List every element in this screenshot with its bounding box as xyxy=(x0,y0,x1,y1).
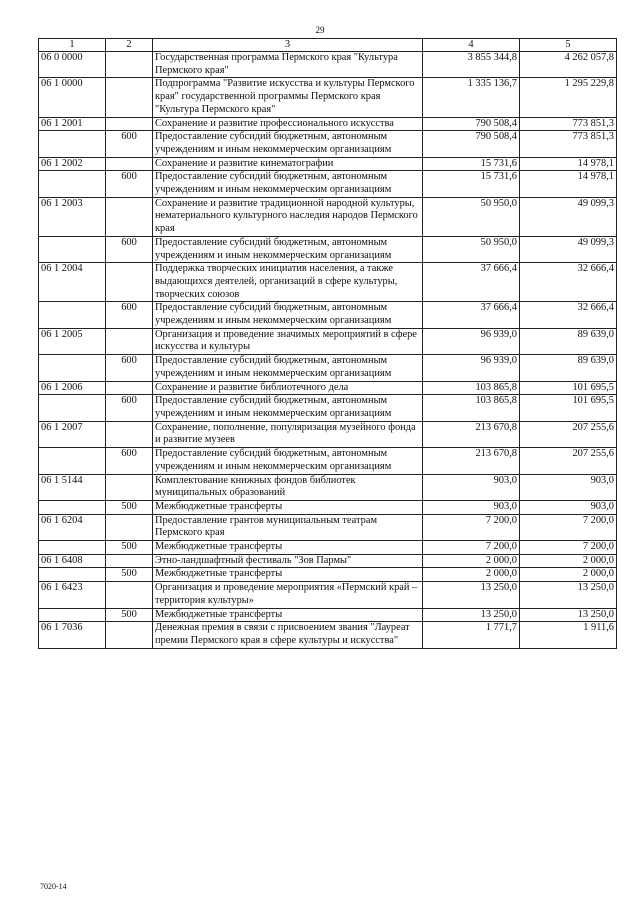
table-row xyxy=(39,157,617,171)
table-row xyxy=(39,395,617,421)
table-row xyxy=(39,52,617,78)
expense-type-cell xyxy=(106,582,153,608)
amount-col4-cell: 1 771,7 xyxy=(423,622,520,648)
code-cell: 06 1 2004 xyxy=(39,263,106,302)
expense-type-cell xyxy=(106,421,153,447)
code-cell: 06 1 0000 xyxy=(39,78,106,117)
expense-type-cell xyxy=(106,381,153,395)
amount-col5-cell: 773 851,3 xyxy=(520,131,617,157)
amount-col5-cell: 4 262 057,8 xyxy=(520,52,617,78)
amount-col5-cell: 207 255,6 xyxy=(520,421,617,447)
description-cell: Денежная премия в связи с присвоением звания "Лауреат премии Пермского края в сфере культуры и искусства" xyxy=(153,622,423,648)
amount-col4-cell: 15 731,6 xyxy=(423,171,520,197)
table-row xyxy=(39,514,617,540)
description-cell: Сохранение и развитие библиотечного дела xyxy=(153,381,423,395)
description-cell: Межбюджетные трансферты xyxy=(153,568,423,582)
description-cell: Организация и проведение значимых мероприятий в сфере искусства и культуры xyxy=(153,328,423,354)
amount-col5-cell: 1 295 229,8 xyxy=(520,78,617,117)
header-col-5: 5 xyxy=(520,39,617,52)
description-cell: Предоставление субсидий бюджетным, автономным учреждениям и иным некоммерческим организациям xyxy=(153,171,423,197)
table-row xyxy=(39,117,617,131)
table-row xyxy=(39,622,617,648)
code-cell xyxy=(39,568,106,582)
amount-col5-cell: 13 250,0 xyxy=(520,582,617,608)
table-row xyxy=(39,381,617,395)
amount-col4-cell: 213 670,8 xyxy=(423,421,520,447)
amount-col4-cell: 7 200,0 xyxy=(423,514,520,540)
description-cell: Предоставление субсидий бюджетным, автономным учреждениям и иным некоммерческим организациям xyxy=(153,131,423,157)
description-cell: Предоставление субсидий бюджетным, автономным учреждениям и иным некоммерческим организациям xyxy=(153,355,423,381)
amount-col5-cell: 1 911,6 xyxy=(520,622,617,648)
amount-col4-cell: 13 250,0 xyxy=(423,582,520,608)
amount-col5-cell: 903,0 xyxy=(520,474,617,500)
expense-type-cell: 600 xyxy=(106,236,153,262)
amount-col5-cell: 49 099,3 xyxy=(520,236,617,262)
amount-col4-cell: 213 670,8 xyxy=(423,448,520,474)
amount-col5-cell: 773 851,3 xyxy=(520,117,617,131)
expense-type-cell: 600 xyxy=(106,448,153,474)
amount-col5-cell: 14 978,1 xyxy=(520,171,617,197)
header-col-2: 2 xyxy=(106,39,153,52)
table-row xyxy=(39,608,617,622)
header-col-3: 3 xyxy=(153,39,423,52)
table-row xyxy=(39,582,617,608)
code-cell xyxy=(39,395,106,421)
description-cell: Предоставление субсидий бюджетным, автономным учреждениям и иным некоммерческим организациям xyxy=(153,236,423,262)
amount-col5-cell: 2 000,0 xyxy=(520,568,617,582)
amount-col5-cell: 101 695,5 xyxy=(520,381,617,395)
amount-col5-cell: 207 255,6 xyxy=(520,448,617,474)
amount-col5-cell: 49 099,3 xyxy=(520,197,617,236)
expense-type-cell: 600 xyxy=(106,171,153,197)
code-cell xyxy=(39,355,106,381)
table-row xyxy=(39,500,617,514)
code-cell: 06 1 2001 xyxy=(39,117,106,131)
code-cell xyxy=(39,500,106,514)
expense-type-cell: 500 xyxy=(106,568,153,582)
code-cell xyxy=(39,448,106,474)
description-cell: Межбюджетные трансферты xyxy=(153,608,423,622)
expense-type-cell xyxy=(106,197,153,236)
description-cell: Предоставление субсидий бюджетным, автономным учреждениям и иным некоммерческим организациям xyxy=(153,395,423,421)
amount-col4-cell: 37 666,4 xyxy=(423,302,520,328)
description-cell: Комплектование книжных фондов библиотек муниципальных образований xyxy=(153,474,423,500)
budget-table xyxy=(38,38,617,649)
description-cell: Подпрограмма "Развитие искусства и культуры Пермского края" государственной программы Пермского края "Культура Пермского края" xyxy=(153,78,423,117)
description-cell: Поддержка творческих инициатив населения, а также выдающихся деятелей, организаций в сфере культуры, творческих союзов xyxy=(153,263,423,302)
expense-type-cell: 600 xyxy=(106,131,153,157)
amount-col4-cell: 2 000,0 xyxy=(423,568,520,582)
table-row xyxy=(39,448,617,474)
table-row xyxy=(39,474,617,500)
amount-col5-cell: 32 666,4 xyxy=(520,263,617,302)
expense-type-cell: 600 xyxy=(106,395,153,421)
expense-type-cell xyxy=(106,263,153,302)
amount-col4-cell: 2 000,0 xyxy=(423,554,520,568)
footer-code: 7020-14 xyxy=(40,882,67,891)
table-row xyxy=(39,78,617,117)
amount-col5-cell: 7 200,0 xyxy=(520,541,617,555)
amount-col4-cell: 103 865,8 xyxy=(423,395,520,421)
amount-col4-cell: 13 250,0 xyxy=(423,608,520,622)
amount-col5-cell: 2 000,0 xyxy=(520,554,617,568)
code-cell: 06 1 2006 xyxy=(39,381,106,395)
code-cell: 06 1 2007 xyxy=(39,421,106,447)
amount-col4-cell: 50 950,0 xyxy=(423,197,520,236)
description-cell: Межбюджетные трансферты xyxy=(153,541,423,555)
expense-type-cell: 500 xyxy=(106,608,153,622)
amount-col4-cell: 50 950,0 xyxy=(423,236,520,262)
code-cell xyxy=(39,541,106,555)
amount-col4-cell: 1 335 136,7 xyxy=(423,78,520,117)
amount-col4-cell: 96 939,0 xyxy=(423,355,520,381)
code-cell: 06 1 6204 xyxy=(39,514,106,540)
expense-type-cell xyxy=(106,622,153,648)
table-row xyxy=(39,171,617,197)
code-cell xyxy=(39,302,106,328)
expense-type-cell xyxy=(106,52,153,78)
description-cell: Предоставление грантов муниципальным театрам Пермского края xyxy=(153,514,423,540)
description-cell: Межбюджетные трансферты xyxy=(153,500,423,514)
table-row xyxy=(39,302,617,328)
code-cell xyxy=(39,236,106,262)
amount-col5-cell: 13 250,0 xyxy=(520,608,617,622)
page-number: 29 xyxy=(315,25,325,35)
code-cell: 06 1 2003 xyxy=(39,197,106,236)
description-cell: Сохранение и развитие кинематографии xyxy=(153,157,423,171)
expense-type-cell xyxy=(106,514,153,540)
description-cell: Государственная программа Пермского края "Культура Пермского края" xyxy=(153,52,423,78)
amount-col4-cell: 790 508,4 xyxy=(423,131,520,157)
table-row xyxy=(39,236,617,262)
amount-col5-cell: 7 200,0 xyxy=(520,514,617,540)
amount-col4-cell: 15 731,6 xyxy=(423,157,520,171)
table-row xyxy=(39,328,617,354)
code-cell: 06 0 0000 xyxy=(39,52,106,78)
amount-col4-cell: 790 508,4 xyxy=(423,117,520,131)
expense-type-cell xyxy=(106,117,153,131)
table-row xyxy=(39,554,617,568)
expense-type-cell xyxy=(106,554,153,568)
table-row xyxy=(39,355,617,381)
description-cell: Сохранение и развитие профессионального искусства xyxy=(153,117,423,131)
expense-type-cell: 500 xyxy=(106,500,153,514)
code-cell: 06 1 7036 xyxy=(39,622,106,648)
description-cell: Предоставление субсидий бюджетным, автономным учреждениям и иным некоммерческим организациям xyxy=(153,448,423,474)
code-cell: 06 1 5144 xyxy=(39,474,106,500)
amount-col4-cell: 103 865,8 xyxy=(423,381,520,395)
expense-type-cell xyxy=(106,328,153,354)
table-row xyxy=(39,541,617,555)
amount-col4-cell: 3 855 344,8 xyxy=(423,52,520,78)
table-row xyxy=(39,568,617,582)
header-col-1: 1 xyxy=(39,39,106,52)
description-cell: Организация и проведение мероприятия «Пермский край – территория культуры» xyxy=(153,582,423,608)
expense-type-cell xyxy=(106,474,153,500)
amount-col4-cell: 37 666,4 xyxy=(423,263,520,302)
code-cell: 06 1 6423 xyxy=(39,582,106,608)
expense-type-cell xyxy=(106,157,153,171)
table-row xyxy=(39,263,617,302)
amount-col5-cell: 32 666,4 xyxy=(520,302,617,328)
code-cell xyxy=(39,608,106,622)
description-cell: Сохранение и развитие традиционной народной культуры, нематериального культурного наследия народов Пермского края xyxy=(153,197,423,236)
header-col-4: 4 xyxy=(423,39,520,52)
amount-col5-cell: 89 639,0 xyxy=(520,355,617,381)
description-cell: Сохранение, пополнение, популяризация музейного фонда и развитие музеев xyxy=(153,421,423,447)
amount-col4-cell: 7 200,0 xyxy=(423,541,520,555)
amount-col4-cell: 903,0 xyxy=(423,474,520,500)
description-cell: Этно-ландшафтный фестиваль "Зов Пармы" xyxy=(153,554,423,568)
code-cell: 06 1 2002 xyxy=(39,157,106,171)
amount-col4-cell: 903,0 xyxy=(423,500,520,514)
code-cell xyxy=(39,171,106,197)
table-row xyxy=(39,197,617,236)
table-body xyxy=(39,52,617,649)
description-cell: Предоставление субсидий бюджетным, автономным учреждениям и иным некоммерческим организациям xyxy=(153,302,423,328)
expense-type-cell: 600 xyxy=(106,302,153,328)
amount-col5-cell: 903,0 xyxy=(520,500,617,514)
code-cell: 06 1 6408 xyxy=(39,554,106,568)
header-row xyxy=(39,39,617,52)
table-row xyxy=(39,131,617,157)
amount-col5-cell: 14 978,1 xyxy=(520,157,617,171)
amount-col5-cell: 101 695,5 xyxy=(520,395,617,421)
expense-type-cell: 600 xyxy=(106,355,153,381)
expense-type-cell: 500 xyxy=(106,541,153,555)
code-cell xyxy=(39,131,106,157)
table-row xyxy=(39,421,617,447)
amount-col5-cell: 89 639,0 xyxy=(520,328,617,354)
expense-type-cell xyxy=(106,78,153,117)
amount-col4-cell: 96 939,0 xyxy=(423,328,520,354)
code-cell: 06 1 2005 xyxy=(39,328,106,354)
